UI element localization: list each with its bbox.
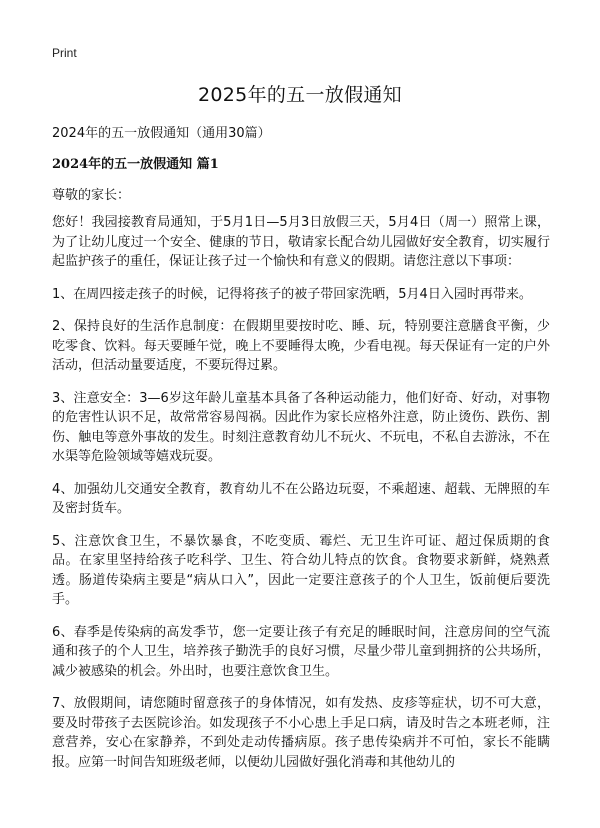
greeting: 尊敬的家长： [52, 188, 131, 203]
paragraph-item-6: 6、春季是传染病的高发季节，您一定要让孩子有充足的睡眠时间，注意房间的空气流通和孩子的个人卫生，培养孩子勤洗手的良好习惯，尽量少带儿童到拥挤的公共场所，减少被感染的机会。外出时，也要注意饮食卫生。 [52, 624, 550, 679]
print-link[interactable]: Print [52, 46, 77, 60]
paragraph-intro: 您好！我园接教育局通知，于5月1日—5月3日放假三天，5月4日（周一）照常上课，为了让幼儿度过一个安全、健康的节日，敬请家长配合幼儿园做好安全教育，切实履行起监护孩子的重任，保证让孩子过一个愉快和有意义的假期。请您注意以下事项： [52, 215, 550, 269]
paragraph-item-4: 4、加强幼儿交通安全教育，教育幼儿不在公路边玩耍，不乘超速、超载、无牌照的车及密封货车。 [52, 481, 550, 516]
paragraph-item-5: 5、注意饮食卫生，不暴饮暴食，不吃变质、霉烂、无卫生许可证、超过保质期的食品。在家里坚持给孩子吃科学、卫生、符合幼儿特点的饮食。食物要求新鲜，烧熟煮透。肠道传染病主要是“病从口入”，因此一定要注意孩子的个人卫生，饭前便后要洗手。 [52, 533, 550, 607]
document-subtitle: 2024年的五一放假通知（通用30篇） [52, 126, 271, 141]
paragraph-item-1: 1、在周四接走孩子的时候，记得将孩子的被子带回家洗晒，5月4日入园时再带来。 [52, 286, 532, 302]
paragraph-item-2: 2、保持良好的生活作息制度：在假期里要按时吃、睡、玩，特别要注意膳食平衡，少吃零食、饮料。每天要睡午觉，晚上不要睡得太晚，少看电视。每天保证有一定的户外活动，但活动量要适度，不要玩得过累。 [52, 319, 550, 373]
paragraph-item-7: 7、放假期间，请您随时留意孩子的身体情况，如有发热、皮疹等症状，切不可大意，要及时带孩子去医院诊治。如发现孩子不小心患上手足口病，请及时告之本班老师，注意营养，安心在家静养，不到处走动传播病原。孩子患传染病并不可怕，家长不能瞒报。应第一时间告知班级老师，以便幼儿园做好强化消毒和其他幼儿的 [52, 696, 550, 770]
page-title: 2025年的五一放假通知 [198, 84, 402, 106]
notice-body [52, 213, 550, 785]
section-heading: 2024年的五一放假通知 篇1 [52, 157, 219, 172]
paragraph-item-3: 3、注意安全：3—6岁这年龄儿童基本具备了各种运动能力，他们好奇、好动，对事物的危害性认识不足，故常常容易闯祸。因此作为家长应格外注意，防止烫伤、跌伤、割伤、触电等意外事故的发生。时刻注意教育幼儿不玩火、不玩电，不私自去游泳，不在水渠等危险领域等嬉戏玩耍。 [52, 390, 550, 464]
